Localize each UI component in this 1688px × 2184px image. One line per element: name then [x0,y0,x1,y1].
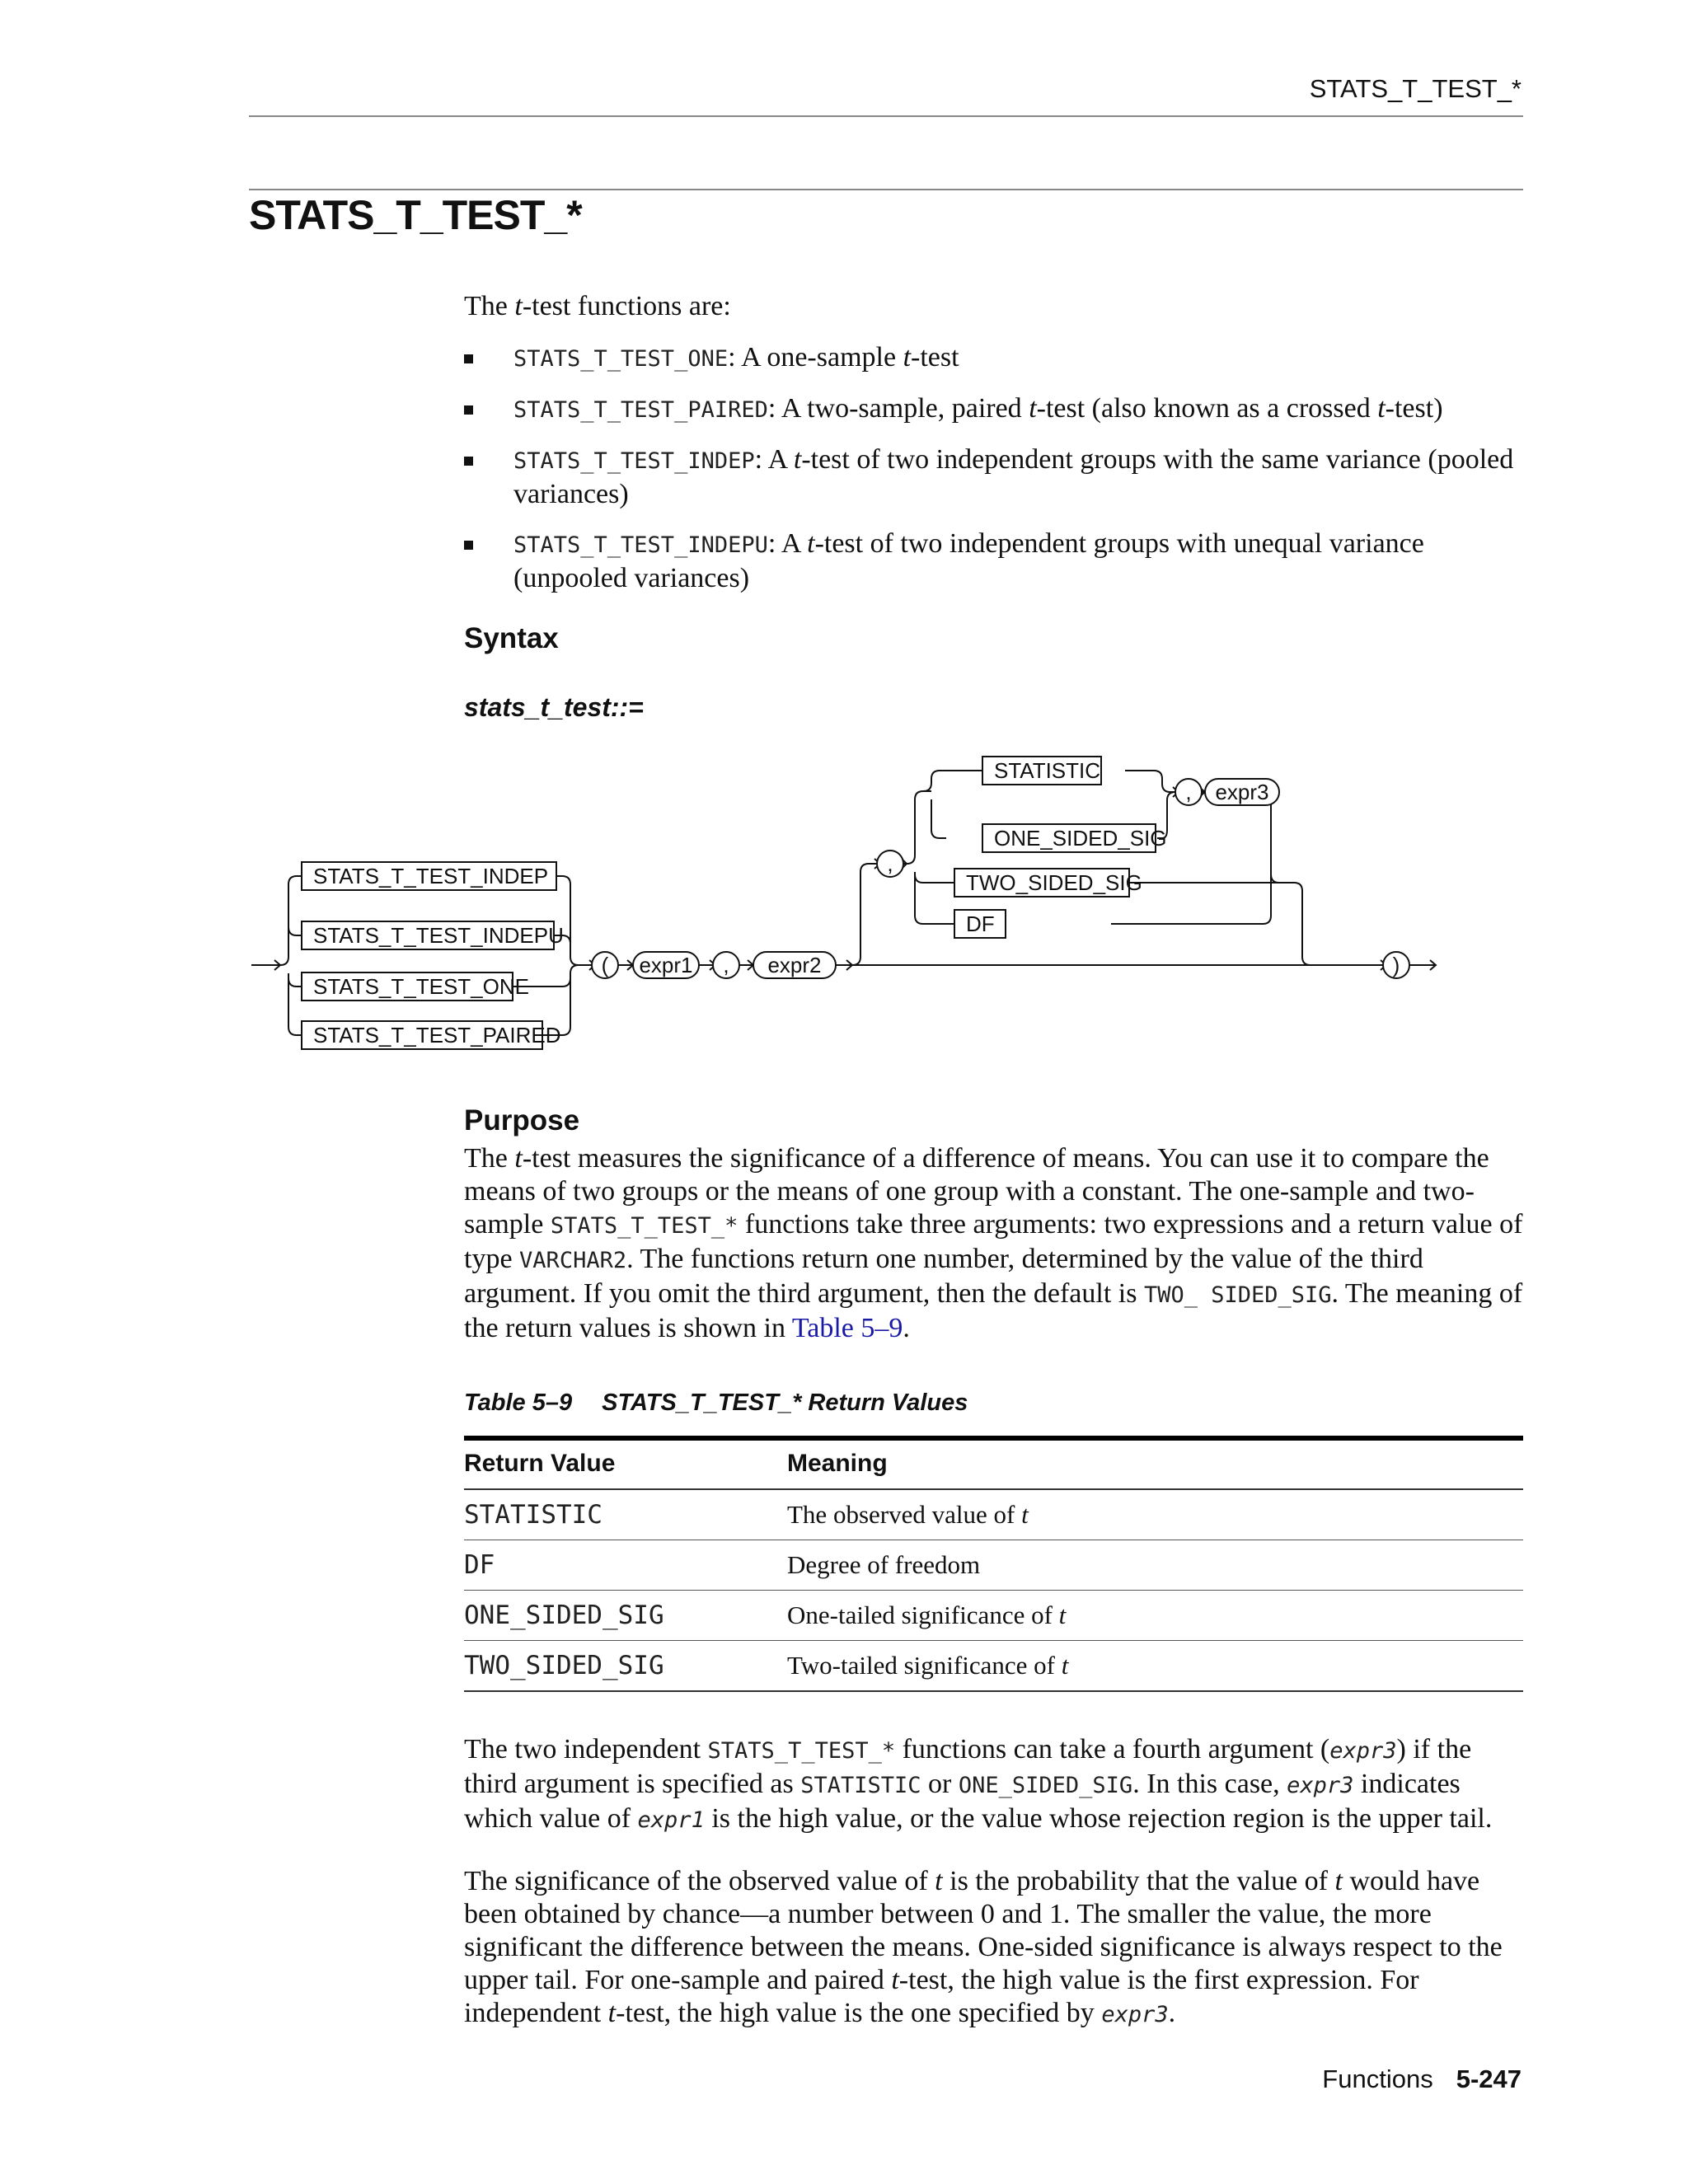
return-value-cell: TWO_SIDED_SIG [464,1641,787,1692]
return-option-label: TWO_SIDED_SIG [966,870,1142,895]
meaning-cell: Degree of freedom [787,1540,1523,1591]
function-name-label: STATS_T_TEST_INDEP [313,864,549,888]
syntax-heading: Syntax [464,622,559,654]
significance-paragraph: The significance of the observed value of t is the probability that the value of t would have been obtained by chance—a number between 0 and 1. The smaller the value, the more significant the difference between the means. One-sided significance is always respect to the upper tail. For one-sample and paired t-test, the high value is the first expression. For independent t-test, the high value is the one specified by expr3. [464,1866,1503,2028]
page-number: 5-247 [1456,2064,1522,2093]
table-row [464,1591,1523,1641]
intro-text: The t-test functions are: [464,291,731,321]
close-paren-label: ) [1392,953,1400,977]
intro-section [464,290,1527,724]
function-list [464,341,1527,595]
page-title: STATS_T_TEST_* [249,192,582,238]
return-option-label: ONE_SIDED_SIG [994,826,1167,851]
list-item: STATS_T_TEST_INDEP: A t-test of two independent groups with the same variance (pooled variances) [464,443,1527,511]
explanation-section [464,1733,1527,2032]
purpose-heading: Purpose [464,1104,580,1137]
syntax-diagram [247,754,1451,1080]
function-name-choices [302,862,564,1049]
purpose-section [464,1104,1527,2046]
meaning-cell: One-tailed significance of t [787,1591,1523,1641]
list-item: STATS_T_TEST_INDEPU: A t-test of two independent groups with unequal variance (unpooled variances) [464,527,1527,595]
expr3-label: expr3 [1215,780,1269,804]
function-name-label: STATS_T_TEST_INDEPU [313,923,564,948]
return-value-cell: STATISTIC [464,1489,787,1540]
function-name-label: STATS_T_TEST_PAIRED [313,1023,561,1047]
table-5-9-link[interactable]: Table 5–9 [791,1313,903,1343]
table-row [464,1641,1523,1692]
table-row [464,1489,1523,1540]
table-row [464,1540,1523,1591]
open-paren-label: ( [601,953,609,977]
table-caption: Table 5–9 STATS_T_TEST_* Return Values [464,1390,968,1416]
running-header: STATS_T_TEST_* [1309,74,1522,103]
bullet-icon [464,354,473,363]
bullet-icon [464,457,473,466]
return-values-table [464,1436,1523,1692]
comma-label: , [887,851,893,876]
fourth-argument-paragraph: The two independent STATS_T_TEST_* functions can take a fourth argument (expr3) if the third argument is specified as STATISTIC or ONE_SIDED_SIG. In this case, expr3 indicates which value of expr1 is the high value, or the value whose rejection region is the upper tail. [464,1734,1493,1834]
table-header-row [464,1438,1523,1489]
syntax-production: stats_t_test::= [464,692,644,722]
column-header: Meaning [787,1438,1523,1489]
return-option-label: DF [966,912,995,936]
title-rule [249,189,1523,190]
bullet-icon [464,541,473,550]
comma-label: , [723,953,729,977]
return-value-cell: DF [464,1540,787,1591]
bullet-icon [464,405,473,415]
footer-section: Functions [1322,2064,1433,2093]
expr1-label: expr1 [639,953,693,977]
page-footer [1322,2064,1522,2094]
list-item: STATS_T_TEST_ONE: A one-sample t-test [464,341,1527,376]
expr2-label: expr2 [767,953,822,977]
return-option-label: STATISTIC [994,758,1101,783]
column-header: Return Value [464,1438,787,1489]
return-value-cell: ONE_SIDED_SIG [464,1591,787,1641]
purpose-paragraph: The t-test measures the significance of a difference of means. You can use it to compare the means of two groups or the means of one group with a constant. The one-sample and two-sample STATS_T_TEST_* functions take three arguments: two expressions and a return value of type VARCHAR2. The functions return one number, determined by the value of the third argument. If you omit the third argument, then the default is TWO_ SIDED_SIG. The meaning of the return values is shown in Table 5–9. [464,1143,1523,1343]
return-option-choices [954,757,1167,938]
list-item: STATS_T_TEST_PAIRED: A two-sample, paired t-test (also known as a crossed t-test) [464,392,1527,427]
meaning-cell: Two-tailed significance of t [787,1641,1523,1692]
header-rule [249,115,1523,117]
meaning-cell: The observed value of t [787,1489,1523,1540]
function-name-label: STATS_T_TEST_ONE [313,974,529,999]
comma-label: , [1185,780,1192,804]
